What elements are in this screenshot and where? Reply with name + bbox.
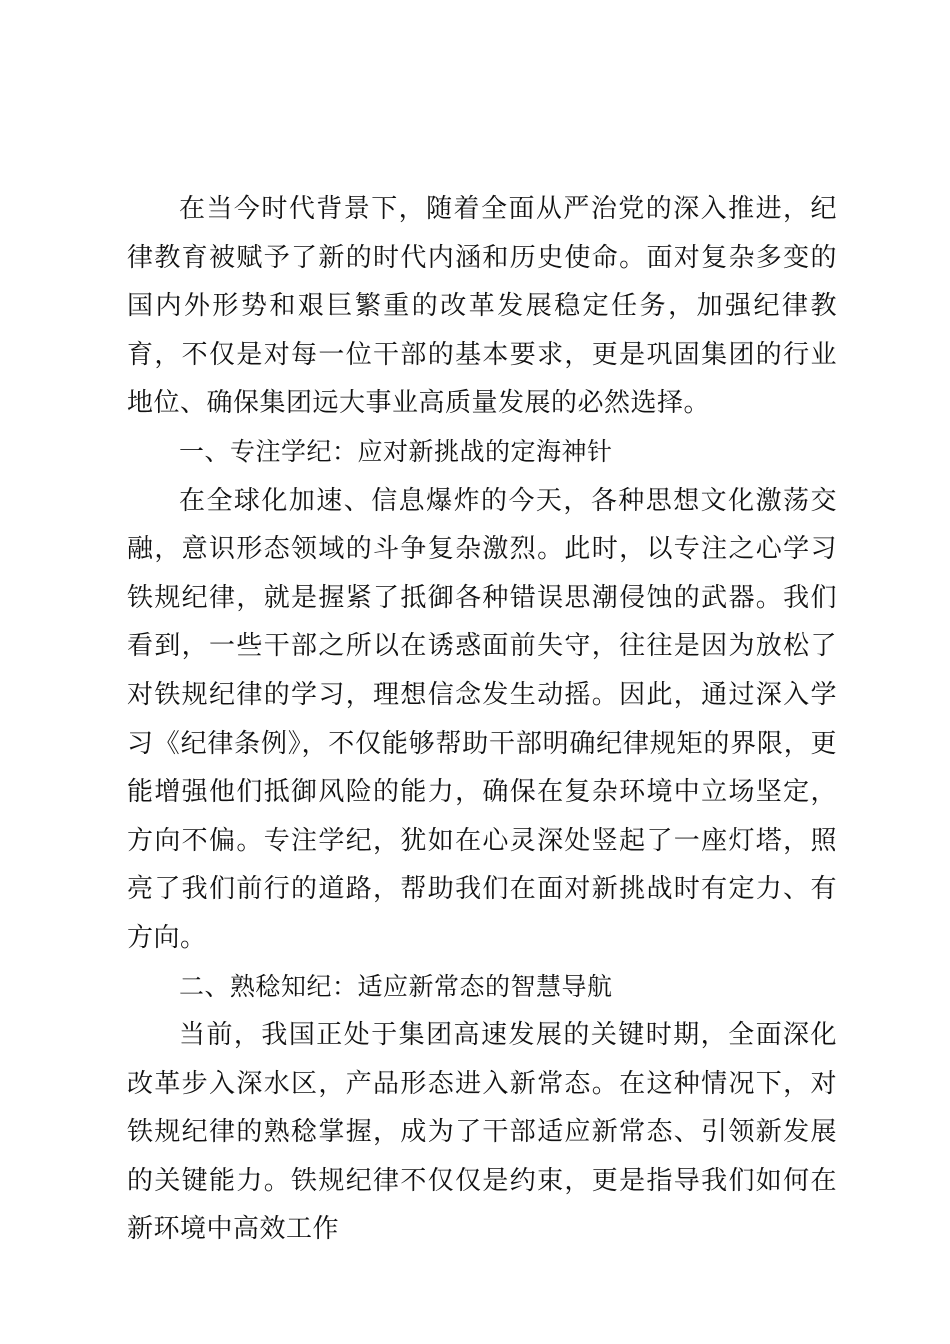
intro-paragraph: 在当今时代背景下，随着全面从严治党的深入推进，纪律教育被赋予了新的时代内涵和历史使命。面对复杂多变的国内外形势和艰巨繁重的改革发展稳定任务，加强纪律教育，不仅是对每一位干部的基本要求，更是巩固集团的行业地位、确保集团远大事业高质量发展的必然选择。	[127, 194, 837, 419]
document-page	[127, 185, 837, 1254]
section-heading-1: 一、专注学纪：应对新挑战的定海神针	[179, 436, 613, 466]
section-2-paragraph: 当前，我国正处于集团高速发展的关键时期，全面深化改革步入深水区，产品形态进入新常态。在这种情况下，对铁规纪律的熟稔掌握，成为了干部适应新常态、引领新发展的关键能力。铁规纪律不仅仅是约束，更是指导我们如何在新环境中高效工作	[127, 1020, 837, 1245]
section-1-paragraph: 在全球化加速、信息爆炸的今天，各种思想文化激荡交融，意识形态领域的斗争复杂激烈。此时，以专注之心学习铁规纪律，就是握紧了抵御各种错误思潮侵蚀的武器。我们看到，一些干部之所以在诱惑面前失守，往往是因为放松了对铁规纪律的学习，理想信念发生动摇。因此，通过深入学习《纪律条例》，不仅能够帮助干部明确纪律规矩的界限，更能增强他们抵御风险的能力，确保在复杂环境中立场坚定，方向不偏。专注学纪，犹如在心灵深处竖起了一座灯塔，照亮了我们前行的道路，帮助我们在面对新挑战时有定力、有方向。	[127, 485, 837, 953]
section-heading-2: 二、熟稔知纪：适应新常态的智慧导航	[179, 971, 613, 1001]
